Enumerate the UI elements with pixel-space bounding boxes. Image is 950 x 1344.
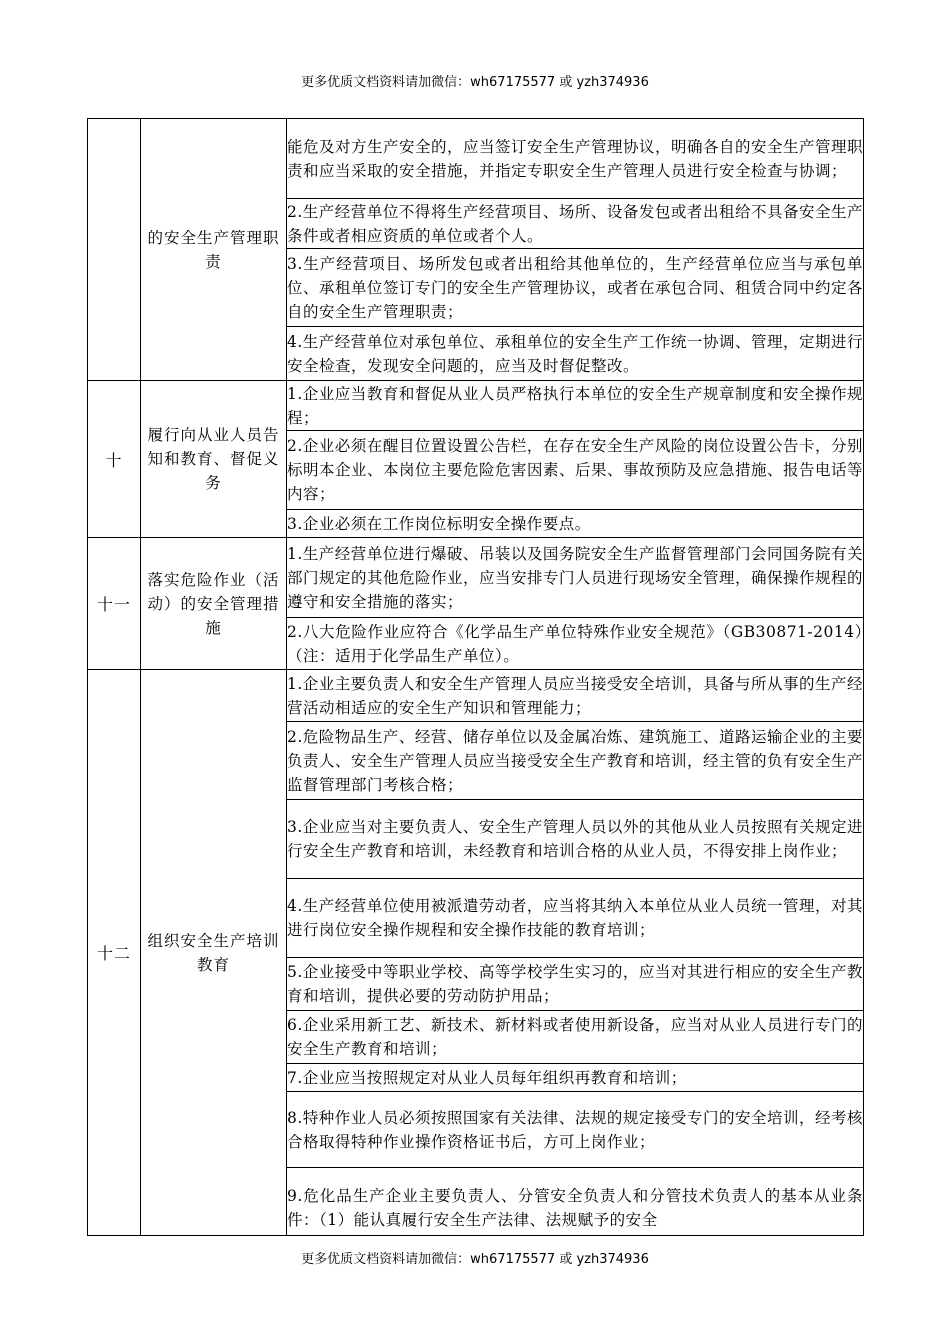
requirement-item: 2.生产经营单位不得将生产经营项目、场所、设备发包或者出租给不具备安全生产条件或者相应资质的单位或者个人。 bbox=[287, 199, 864, 249]
requirement-item: 2.八大危险作业应符合《化学品生产单位特殊作业安全规范》（GB30871-2014）（注：适用于化学品生产单位）。 bbox=[287, 618, 864, 670]
requirement-item: 7.企业应当按照规定对从业人员每年组织再教育和培训； bbox=[287, 1064, 864, 1092]
section-number: 十一 bbox=[88, 538, 141, 670]
safety-responsibility-table bbox=[87, 118, 864, 1236]
table-row bbox=[88, 538, 864, 618]
requirement-item: 2.危险物品生产、经营、储存单位以及金属冶炼、建筑施工、道路运输企业的主要负责人、安全生产管理人员应当接受安全生产教育和培训，经主管的负有安全生产监督管理部门考核合格； bbox=[287, 722, 864, 800]
requirement-item: 4.生产经营单位使用被派遣劳动者，应当将其纳入本单位从业人员统一管理，对其进行岗位安全操作规程和安全操作技能的教育培训； bbox=[287, 879, 864, 958]
section-number bbox=[88, 119, 141, 381]
table-row bbox=[88, 381, 864, 431]
requirement-item: 3.生产经营项目、场所发包或者出租给其他单位的，生产经营单位应当与承包单位、承租单位签订专门的安全生产管理协议，或者在承包合同、租赁合同中约定各自的安全生产管理职责； bbox=[287, 249, 864, 327]
requirement-item: 1.生产经营单位进行爆破、吊装以及国务院安全生产监督管理部门会同国务院有关部门规定的其他危险作业，应当安排专门人员进行现场安全管理，确保操作规程的遵守和安全措施的落实； bbox=[287, 538, 864, 618]
section-title: 落实危险作业（活动）的安全管理措施 bbox=[141, 538, 287, 670]
requirement-item: 3.企业应当对主要负责人、安全生产管理人员以外的其他从业人员按照有关规定进行安全生产教育和培训，未经教育和培训合格的从业人员，不得安排上岗作业； bbox=[287, 800, 864, 879]
section-number: 十二 bbox=[88, 670, 141, 1236]
footer-note: 更多优质文档资料请加微信：wh67175577 或 yzh374936 bbox=[301, 1252, 649, 1267]
requirement-item: 9.危化品生产企业主要负责人、分管安全负责人和分管技术负责人的基本从业条件：（1）能认真履行安全生产法律、法规赋予的安全 bbox=[287, 1168, 864, 1236]
requirement-item: 1.企业主要负责人和安全生产管理人员应当接受安全培训，具备与所从事的生产经营活动相适应的安全生产知识和管理能力； bbox=[287, 670, 864, 722]
requirement-item: 8.特种作业人员必须按照国家有关法律、法规的规定接受专门的安全培训，经考核合格取得特种作业操作资格证书后，方可上岗作业； bbox=[287, 1092, 864, 1168]
requirement-item: 2.企业必须在醒目位置设置公告栏，在存在安全生产风险的岗位设置公告卡，分别标明本企业、本岗位主要危险危害因素、后果、事故预防及应急措施、报告电话等内容； bbox=[287, 431, 864, 510]
requirement-item: 4.生产经营单位对承包单位、承租单位的安全生产工作统一协调、管理，定期进行安全检查，发现安全问题的，应当及时督促整改。 bbox=[287, 327, 864, 381]
requirement-item: 能危及对方生产安全的，应当签订安全生产管理协议，明确各自的安全生产管理职责和应当采取的安全措施，并指定专职安全生产管理人员进行安全检查与协调； bbox=[287, 119, 864, 199]
section-title: 的安全生产管理职责 bbox=[141, 119, 287, 381]
table-row bbox=[88, 119, 864, 199]
requirement-item: 5.企业接受中等职业学校、高等学校学生实习的，应当对其进行相应的安全生产教育和培训，提供必要的劳动防护用品； bbox=[287, 958, 864, 1011]
requirement-item: 6.企业采用新工艺、新技术、新材料或者使用新设备，应当对从业人员进行专门的安全生产教育和培训； bbox=[287, 1011, 864, 1064]
section-title: 履行向从业人员告知和教育、督促义务 bbox=[141, 381, 287, 538]
table-row bbox=[88, 670, 864, 722]
requirement-item: 3.企业必须在工作岗位标明安全操作要点。 bbox=[287, 510, 864, 538]
section-title: 组织安全生产培训教育 bbox=[141, 670, 287, 1236]
header-note: 更多优质文档资料请加微信：wh67175577 或 yzh374936 bbox=[301, 75, 649, 90]
requirement-item: 1.企业应当教育和督促从业人员严格执行本单位的安全生产规章制度和安全操作规程； bbox=[287, 381, 864, 431]
section-number: 十 bbox=[88, 381, 141, 538]
